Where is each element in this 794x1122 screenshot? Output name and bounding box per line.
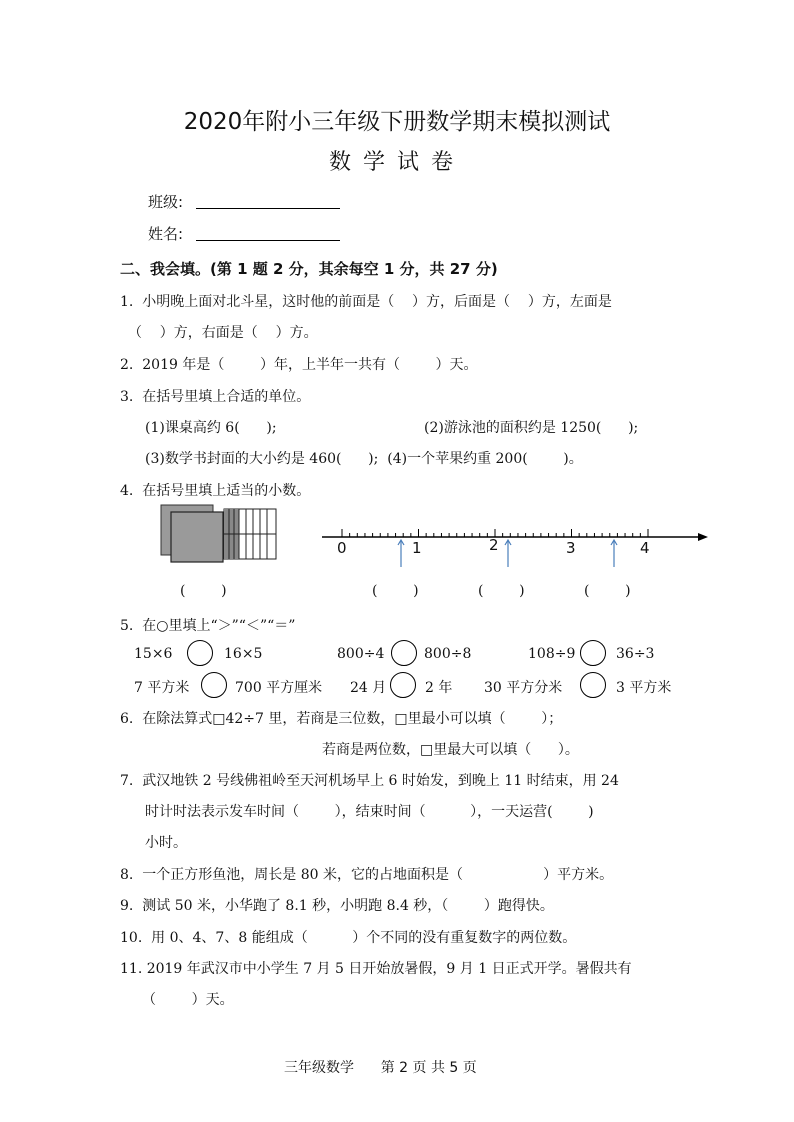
q3-item-2: (2)游泳池的面积约是 1250( );: [424, 420, 639, 436]
page-subtitle: 数学试卷: [328, 150, 465, 175]
tick-label-3: 3: [566, 539, 576, 557]
q6-line-2: 若商是两位数，□里最大可以填（ ）。: [322, 742, 579, 758]
q7-line-3: 小时。: [145, 835, 187, 851]
q4-blank-arrow-3[interactable]: ( ): [584, 583, 631, 599]
q5-r1-expr-3: 800÷4: [337, 646, 385, 662]
q5-r2-expr-6: 3 平方米: [616, 680, 672, 696]
q5-r2-expr-2: 700 平方厘米: [235, 680, 323, 696]
q6-line-1: 6. 在除法算式□42÷7 里，若商是三位数，□里最小可以填（ ）；: [120, 711, 563, 727]
q5-r1-expr-6: 36÷3: [616, 646, 655, 662]
q5-r2-expr-3: 24 月: [350, 680, 387, 696]
q9-line: 9. 测试 50 米，小华跑了 8.1 秒，小明跑 8.4 秒，（ ）跑得快。: [120, 898, 554, 914]
q7-line-2: 时计时法表示发车时间（ ），结束时间（ ），一天运营( ): [145, 804, 594, 820]
page-footer: 三年级数学 第 2 页 共 5 页: [284, 1060, 477, 1076]
q5-r1-expr-4: 800÷8: [424, 646, 472, 662]
name-label: 姓名:: [148, 225, 184, 243]
tick-label-4: 4: [640, 539, 650, 557]
q11-line-2: （ ）天。: [142, 992, 234, 1008]
q10-line: 10. 用 0、4、7、8 能组成（ ）个不同的没有重复数字的两位数。: [120, 930, 577, 946]
q5-r1-expr-2: 16×5: [224, 646, 263, 662]
class-label: 班级:: [148, 193, 184, 211]
q4-square-figure: [158, 503, 278, 565]
q1-line-1: 1. 小明晚上面对北斗星，这时他的前面是（ ）方，后面是（ ）方，左面是: [120, 294, 612, 310]
q4-blank-squares[interactable]: ( ): [180, 583, 227, 599]
q3-item-3-4: (3)数学书封面的大小约是 460( ); (4)一个苹果约重 200( )。: [145, 451, 583, 467]
q5-r2-expr-1: 7 平方米: [134, 680, 190, 696]
page-title: 2020年附小三年级下册数学期末模拟测试: [183, 109, 611, 135]
q5-r2-circle-3[interactable]: [580, 672, 606, 698]
q4-heading: 4. 在括号里填上适当的小数。: [120, 483, 311, 499]
q5-r2-circle-1[interactable]: [201, 672, 227, 698]
q4-blank-arrow-2[interactable]: ( ): [478, 583, 525, 599]
q1-line-2: （ ）方，右面是（ ）方。: [128, 325, 318, 341]
q5-r1-expr-1: 15×6: [134, 646, 173, 662]
q4-number-line: [318, 525, 710, 571]
name-field[interactable]: [196, 240, 340, 241]
q5-heading: 5. 在○里填上“＞”“＜”“＝”: [120, 618, 296, 634]
q5-r1-circle-1[interactable]: [187, 640, 213, 666]
q5-r2-expr-5: 30 平方分米: [484, 680, 563, 696]
q7-line-1: 7. 武汉地铁 2 号线佛祖岭至天河机场早上 6 时始发，到晚上 11 时结束，用 24: [120, 773, 619, 789]
q8-line: 8. 一个正方形鱼池，周长是 80 米，它的占地面积是（ ）平方米。: [120, 867, 614, 883]
q3-heading: 3. 在括号里填上合适的单位。: [120, 389, 311, 405]
q5-r2-expr-4: 2 年: [425, 680, 453, 696]
q2-line: 2. 2019 年是（ ）年，上半年一共有（ ）天。: [120, 357, 478, 373]
q5-r2-circle-2[interactable]: [390, 672, 416, 698]
q5-r1-circle-2[interactable]: [391, 640, 417, 666]
q11-line-1: 11. 2019 年武汉市中小学生 7 月 5 日开始放暑假，9 月 1 日正式开学。暑假共有: [120, 961, 632, 977]
class-field[interactable]: [196, 208, 340, 209]
tick-label-1: 1: [412, 539, 422, 557]
q5-r1-expr-5: 108÷9: [528, 646, 576, 662]
tick-label-0: 0: [337, 539, 347, 557]
section-heading: 二、我会填。(第 1 题 2 分，其余每空 1 分，共 27 分): [120, 260, 498, 278]
q3-item-1: (1)课桌高约 6( );: [145, 420, 277, 436]
q5-r1-circle-3[interactable]: [580, 640, 606, 666]
tick-label-2: 2: [489, 536, 499, 554]
q4-blank-arrow-1[interactable]: ( ): [372, 583, 419, 599]
